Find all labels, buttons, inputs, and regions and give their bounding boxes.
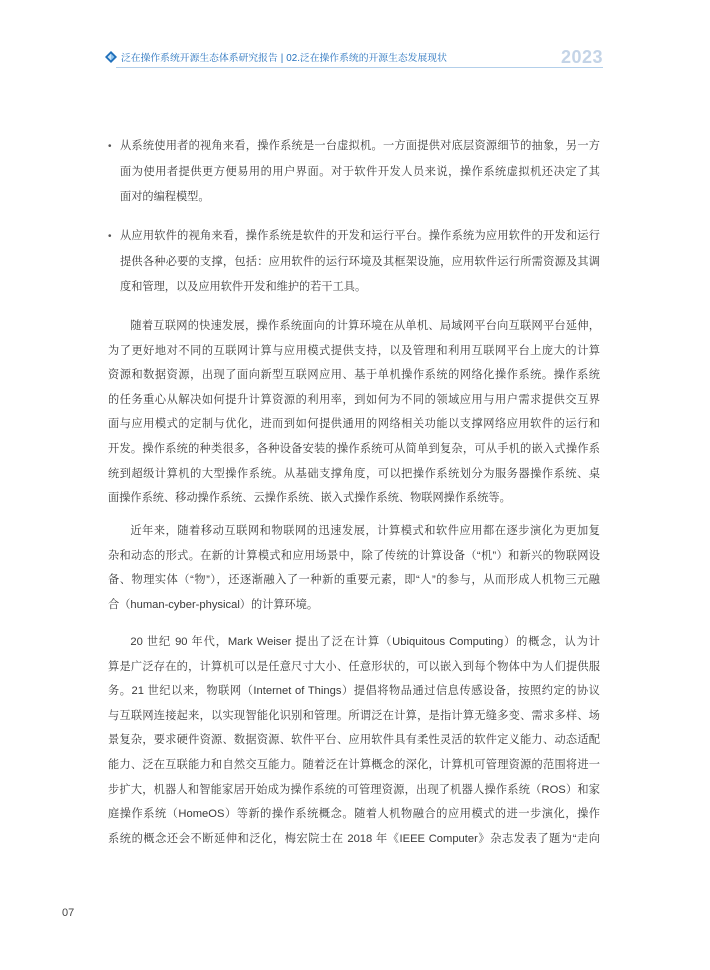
paragraph-line: 资源和数据资源，出现了面向新型互联网应用、基于单机操作系统的网络化操作系统。操作系统: [108, 369, 600, 382]
paragraph-line: 务。21 世纪以来，物联网（Internet of Things）提倡将物品通过信息传感设备，按照约定的协议: [108, 685, 600, 698]
paragraph-line: 景复杂，要求硬件资源、数据资源、软件平台、应用软件具有柔性灵活的软件定义能力、动态适配: [108, 734, 600, 747]
paragraph-line: 为了更好地对不同的互联网计算与应用模式提供支持，以及管理和利用互联网平台上庞大的计算: [108, 344, 600, 357]
running-header: [121, 52, 447, 65]
paragraph-line: 统到超级计算机的大型操作系统。从基础支撑角度，可以把操作系统划分为服务器操作系统、桌: [108, 467, 600, 480]
report-title: 泛在操作系统开源生态体系研究报告: [121, 53, 278, 64]
paragraph-line: 开发。操作系统的种类很多，各种设备安装的操作系统可从简单到复杂，可从手机的嵌入式操作系: [108, 442, 600, 455]
paragraph-line: 合（human-cyber-physical）的计算环境。: [108, 598, 319, 611]
body-paragraph: [108, 630, 600, 851]
bullet-line: 度和管理，以及应用软件开发和维护的若干工具。: [120, 281, 367, 293]
bullet-marker: •: [108, 141, 112, 152]
body-paragraph: [108, 314, 600, 511]
paragraph-line: 庭操作系统（HomeOS）等新的操作系统概念。随着人机物融合的应用模式的进一步演化，操作: [108, 808, 600, 821]
paragraph-line: 面与应用模式的定制与优化，进而到如何提供通用的网络相关功能以支撑网络应用软件的运行和: [108, 418, 600, 431]
body-paragraph: [108, 519, 600, 617]
paragraph-line: 近年来，随着移动互联网和物联网的迅速发展，计算模式和软件应用都在逐步演化为更加复: [130, 525, 600, 537]
paragraph-line: 算是广泛存在的，计算机可以是任意尺寸大小、任意形状的，可以嵌入到每个物体中为人们提供服: [108, 660, 600, 673]
paragraph-line: 的任务重心从解决如何提升计算资源的利用率，到如何为不同的领域应用与用户需求提供交互界: [108, 393, 600, 406]
chapter-title: 02.泛在操作系统的开源生态发展现状: [286, 53, 447, 64]
bullet-line: 从系统使用者的视角来看，操作系统是一台虚拟机。一方面提供对底层资源细节的抽象，另一方: [120, 140, 600, 152]
paragraph-line: 20 世纪 90 年代，Mark Weiser 提出了泛在计算（Ubiquitous Computing）的概念，认为计: [130, 636, 600, 648]
header-year: 2023: [560, 47, 603, 67]
diamond-icon: [105, 51, 117, 63]
bullet-line: 面为使用者提供更方便易用的用户界面。对于软件开发人员来说，操作系统虚拟机还决定了其: [120, 165, 600, 178]
header-divider: [116, 67, 603, 68]
paragraph-line: 系统的概念还会不断延伸和泛化，梅宏院士在 2018 年《IEEE Computer》杂志发表了题为“走向: [108, 832, 600, 845]
bullet-line: 面对的编程模型。: [120, 191, 210, 203]
paragraph-line: 能力、泛在互联能力和自然交互能力。随着泛在计算概念的深化，计算机可管理资源的范围将进一: [108, 758, 600, 771]
bullet-marker: •: [108, 231, 112, 242]
bullet-line: 从应用软件的视角来看，操作系统是软件的开发和运行平台。操作系统为应用软件的开发和运行: [120, 230, 600, 242]
bullet-line: 提供各种必要的支撑，包括：应用软件的运行环境及其框架设施，应用软件运行所需资源及其调: [120, 255, 600, 268]
paragraph-line: 面操作系统、移动操作系统、云操作系统、嵌入式操作系统、物联网操作系统等。: [108, 492, 511, 505]
paragraph-line: 备、物理实体（“物”），还逐渐融入了一种新的重要元素，即“人”的参与，从而形成人机物三元融: [108, 574, 600, 587]
paragraph-line: 步扩大，机器人和智能家居开始成为操作系统的可管理资源，出现了机器人操作系统（ROS）和家: [108, 783, 600, 796]
paragraph-line: 与互联网连接起来，以实现智能化识别和管理。所谓泛在计算，是指计算无缝多变、需求多样、场: [108, 709, 600, 722]
paragraph-line: 杂和动态的形式。在新的计算模式和应用场景中，除了传统的计算设备（“机”）和新兴的物联网设: [108, 549, 600, 562]
paragraph-line: 随着互联网的快速发展，操作系统面向的计算环境在从单机、局域网平台向互联网平台延伸，: [130, 320, 600, 332]
header-separator: |: [280, 53, 284, 64]
page-number: 07: [62, 907, 75, 919]
